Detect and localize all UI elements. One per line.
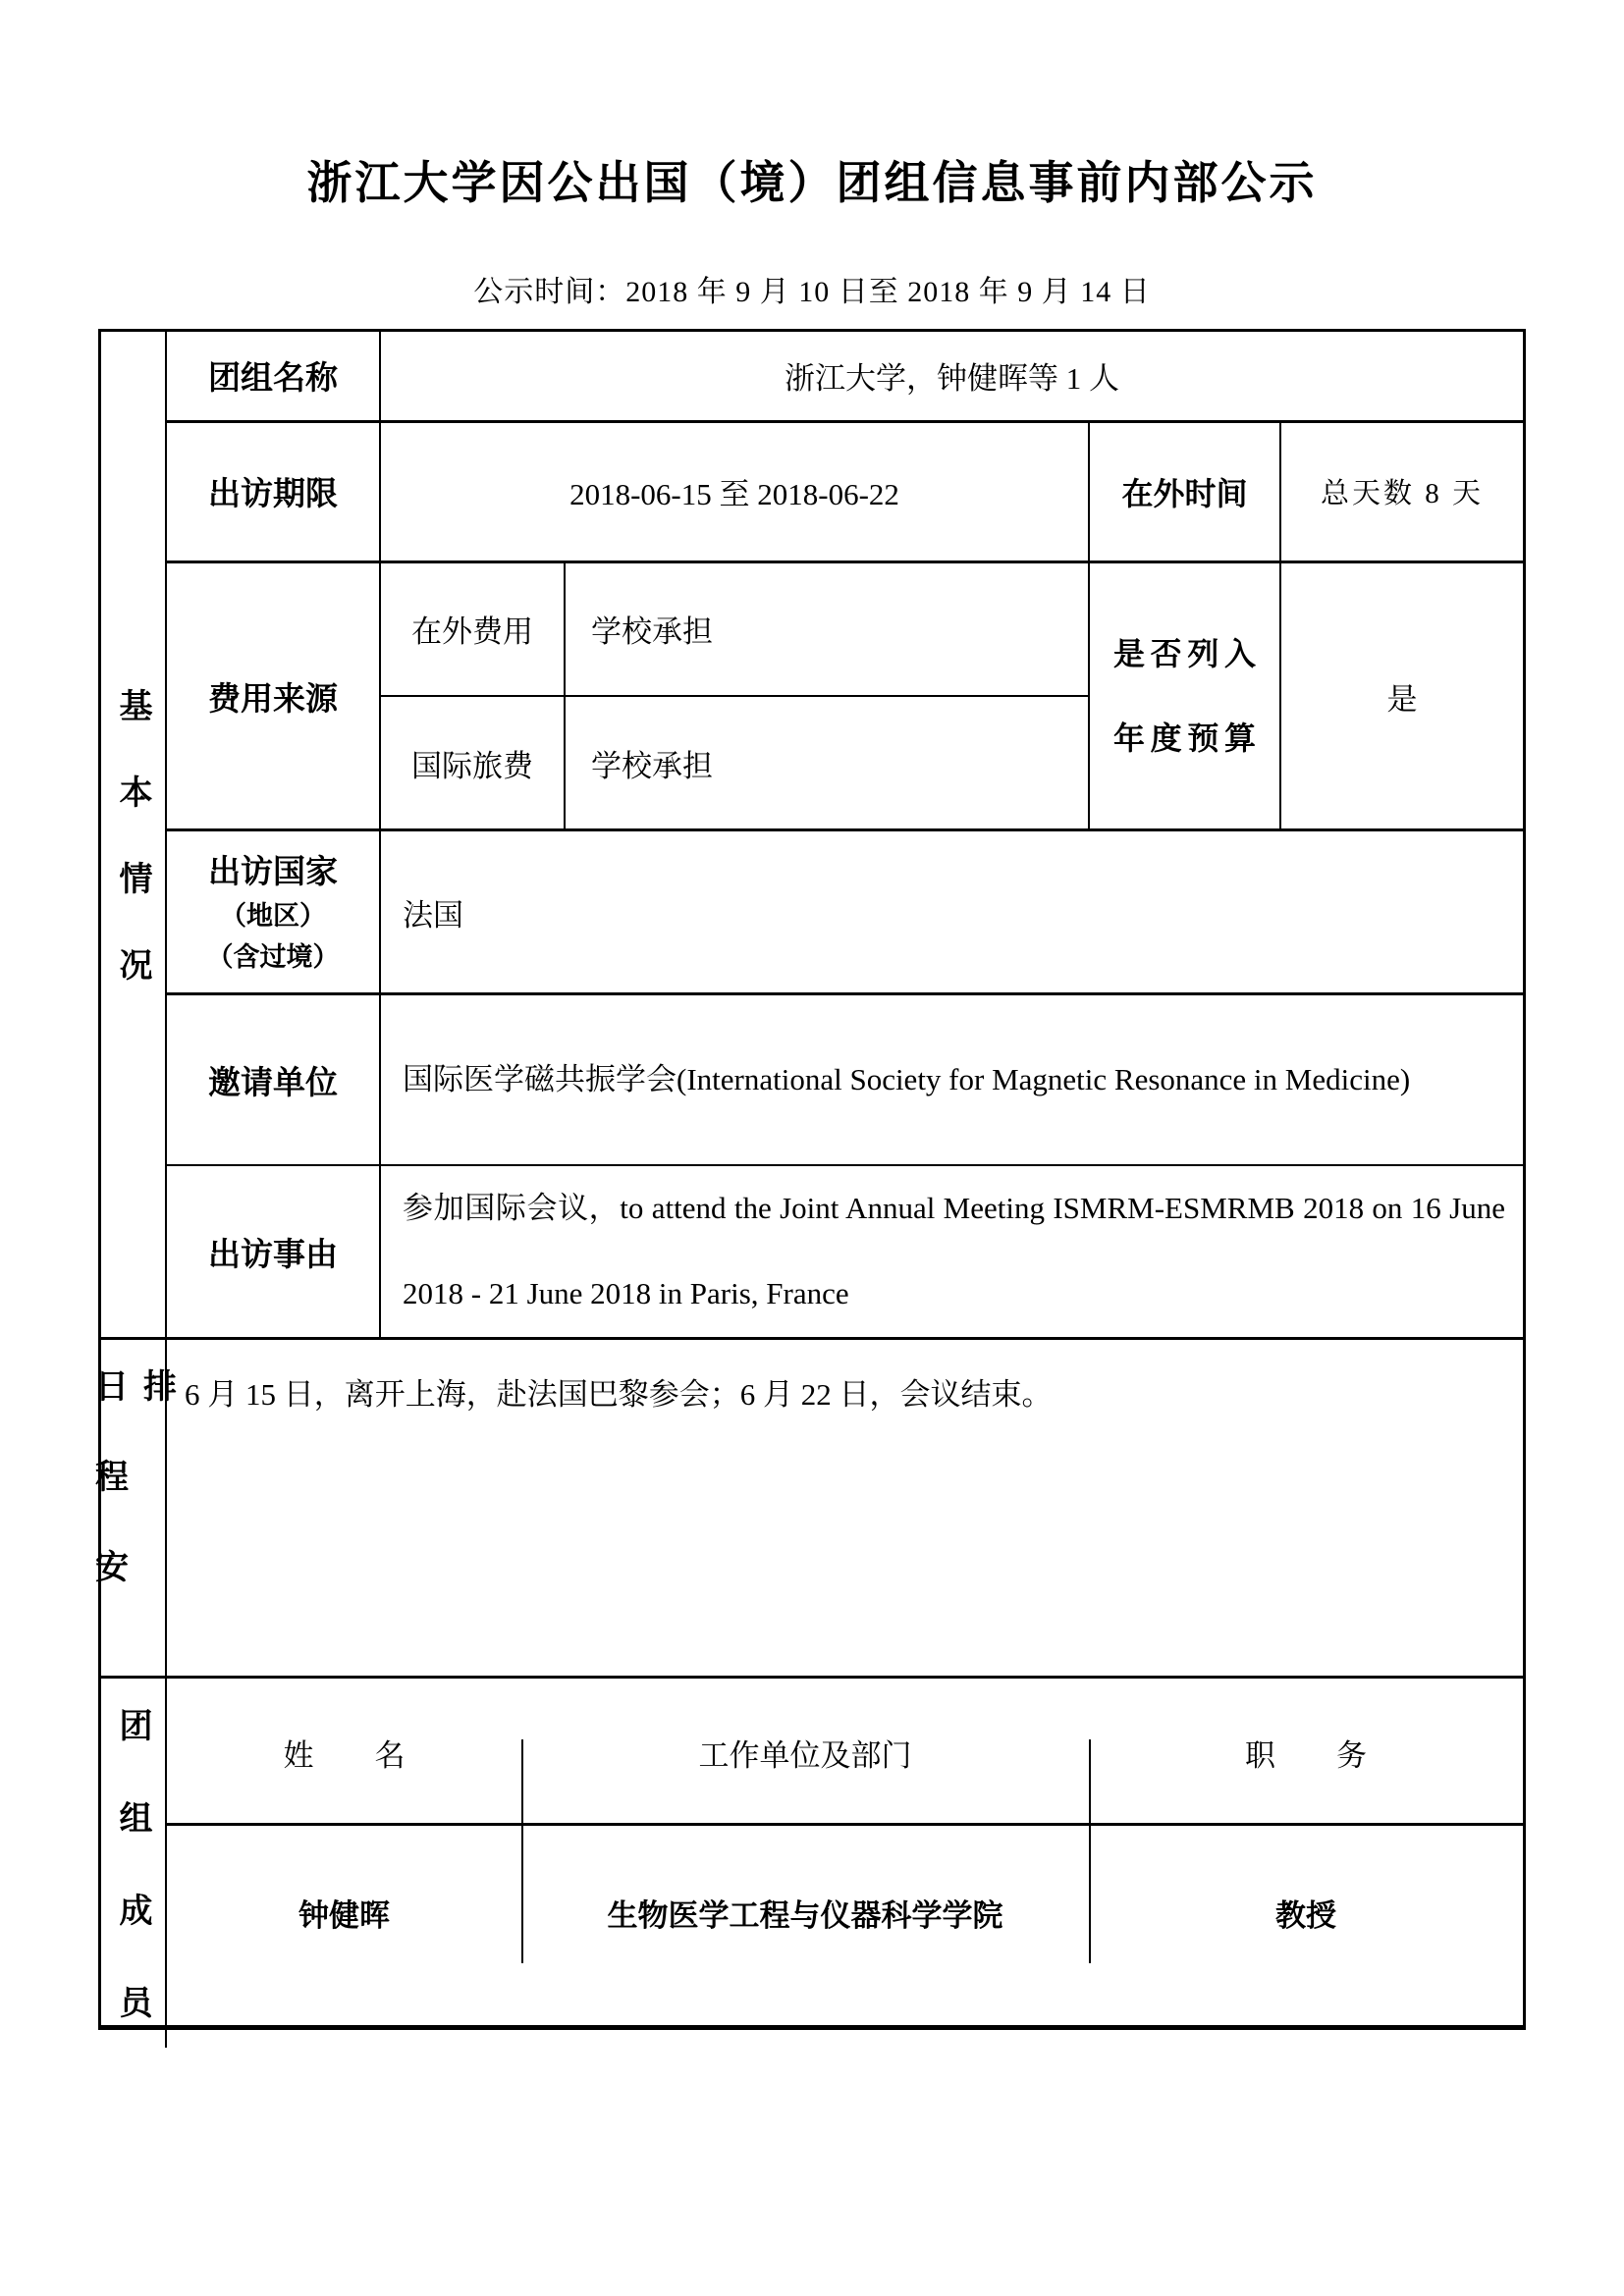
funding-row-travel xyxy=(381,697,1088,828)
schedule-section-label: 日程安排 xyxy=(89,1368,176,1639)
destination-countries-value: 法国 xyxy=(403,897,463,933)
members-header-row xyxy=(167,1679,1523,1826)
visit-period-label: 出访期限 xyxy=(167,423,381,561)
notice-form-table xyxy=(89,329,1526,2077)
intl-travel-label: 国际旅费 xyxy=(381,697,566,828)
basic-info-section-label: 基本情况 xyxy=(114,688,151,1034)
row-inviting-organization xyxy=(167,995,1523,1166)
annual-budget-label: 是否列入年度预算 xyxy=(1090,563,1281,829)
group-name-label: 团组名称 xyxy=(167,332,381,420)
total-days-value: 总天数 8 天 xyxy=(1320,478,1484,510)
funding-row-abroad xyxy=(381,563,1088,697)
abroad-expense-value: 学校承担 xyxy=(591,614,713,650)
members-table xyxy=(167,1679,1523,2048)
visit-period-value: 2018-06-15 至 2018-06-22 xyxy=(381,423,1090,561)
row-group-name xyxy=(167,332,1523,423)
intl-travel-value: 学校承担 xyxy=(591,748,713,783)
group-name-value: 浙江大学，钟健晖等 1 人 xyxy=(785,361,1119,397)
abroad-expense-label: 在外费用 xyxy=(381,563,566,695)
page-title: 浙江大学因公出国（境）团组信息事前内部公示 xyxy=(306,157,1318,208)
members-col-title-header: 职 务 xyxy=(1245,1737,1367,1773)
destination-countries-label xyxy=(167,831,381,992)
destination-countries-label-region: （地区） xyxy=(220,901,326,932)
visit-reason-label: 出访事由 xyxy=(167,1166,381,1337)
visit-reason-value: 参加国际会议，to attend the Joint Annual Meeting ISMRM-ESMRMB 2018 on 16 June 2018 - 21 June 2018 in Paris, France xyxy=(403,1191,1505,1311)
members-column-divider-1 xyxy=(521,1739,523,1963)
destination-countries-label-transit: （含过境） xyxy=(206,941,340,972)
annual-budget-value: 是 xyxy=(1386,681,1418,717)
basic-info-section-cell xyxy=(101,332,167,1337)
members-section-label: 团组成员 xyxy=(114,1708,151,2077)
section-members xyxy=(101,1679,1523,2077)
publicity-period: 公示时间：2018 年 9 月 10 日至 2018 年 9 月 14 日 xyxy=(473,276,1151,308)
abroad-time-label: 在外时间 xyxy=(1090,423,1281,561)
members-column-divider-2 xyxy=(1089,1739,1091,1963)
section-basic-info xyxy=(101,332,1523,1340)
schedule-section-cell xyxy=(89,1340,176,1676)
funding-source-label: 费用来源 xyxy=(167,563,381,829)
members-data-row xyxy=(167,1826,1523,2048)
members-section-cell xyxy=(101,1679,167,2077)
members-col-name-header: 姓 名 xyxy=(283,1737,406,1773)
funding-breakdown xyxy=(381,563,1090,829)
member-name: 钟健晖 xyxy=(298,1897,390,1933)
members-header-divider xyxy=(167,1823,1523,1826)
member-title: 教授 xyxy=(1275,1897,1336,1933)
row-visit-period xyxy=(167,423,1523,563)
members-col-unit-header: 工作单位及部门 xyxy=(698,1737,912,1773)
row-funding-source xyxy=(167,563,1523,832)
row-destination-countries xyxy=(167,831,1523,995)
section-schedule xyxy=(89,1340,1523,1679)
destination-countries-label-main: 出访国家 xyxy=(208,852,338,889)
member-unit: 生物医学工程与仪器科学学院 xyxy=(607,1897,1003,1933)
row-visit-reason xyxy=(167,1166,1523,1337)
inviting-organization-value: 国际医学磁共振学会(International Society for Magnetic Resonance in Medicine) xyxy=(403,1061,1411,1096)
inviting-organization-label: 邀请单位 xyxy=(167,995,381,1164)
schedule-value: 6 月 15 日，离开上海，赴法国巴黎参会；6 月 22 日，会议结束。 xyxy=(185,1377,1053,1412)
